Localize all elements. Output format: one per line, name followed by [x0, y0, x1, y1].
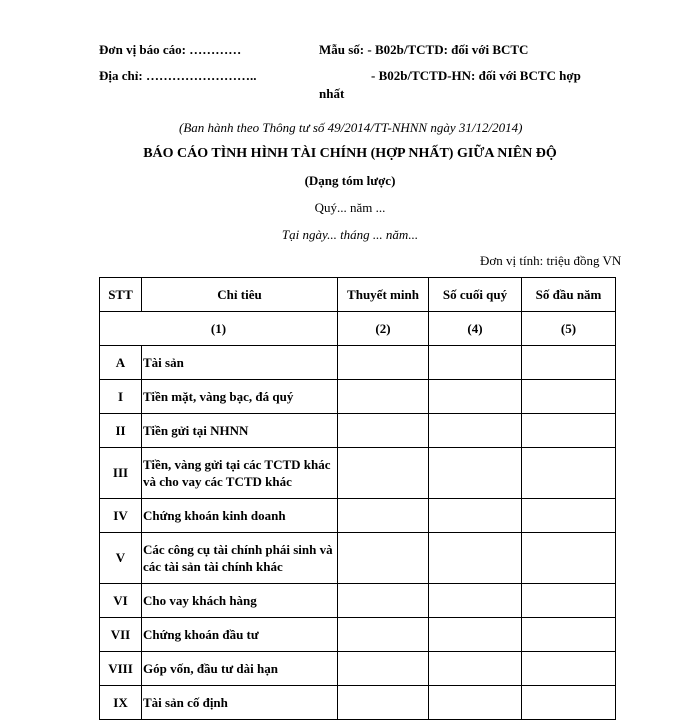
- notes-cell: [338, 346, 429, 380]
- notes-cell: [338, 448, 429, 499]
- col-number-4: (4): [429, 312, 522, 346]
- end-quarter-cell: [429, 618, 522, 652]
- header-notes: Thuyết minh: [338, 278, 429, 312]
- row-indicator: Chứng khoán đầu tư: [142, 618, 338, 652]
- notes-cell: [338, 414, 429, 448]
- table-row: [100, 414, 616, 448]
- notes-cell: [338, 533, 429, 584]
- end-quarter-cell: [429, 584, 522, 618]
- row-indicator: Chứng khoán kinh doanh: [142, 499, 338, 533]
- end-quarter-cell: [429, 686, 522, 720]
- start-year-cell: [522, 652, 616, 686]
- address-label: Địa chỉ: ……………………..: [99, 68, 257, 83]
- reporting-unit-label: Đơn vị báo cáo: …………: [99, 42, 242, 57]
- report-subtitle: (Dạng tóm lược): [304, 173, 396, 188]
- date-line: Tại ngày... tháng ... năm...: [281, 227, 419, 242]
- quarter-line: Quý... năm ...: [314, 200, 386, 215]
- start-year-cell: [522, 380, 616, 414]
- form-number-line2: - B02b/TCTD-HN: đối với BCTC hợp: [371, 68, 581, 83]
- table-row: [100, 499, 616, 533]
- row-stt: I: [100, 380, 142, 414]
- start-year-cell: [522, 499, 616, 533]
- row-stt: VI: [100, 584, 142, 618]
- table-row: [100, 618, 616, 652]
- table-row: [100, 584, 616, 618]
- start-year-cell: [522, 618, 616, 652]
- header-end-of-quarter: Số cuối quý: [429, 278, 522, 312]
- form-number-line1: Mẫu số: - B02b/TCTD: đối với BCTC: [319, 42, 529, 57]
- row-stt: V: [100, 533, 142, 584]
- start-year-cell: [522, 533, 616, 584]
- row-stt: A: [100, 346, 142, 380]
- row-stt: II: [100, 414, 142, 448]
- row-indicator: Các công cụ tài chính phái sinh và các tài sản tài chính khác: [142, 533, 338, 584]
- table-row: [100, 380, 616, 414]
- start-year-cell: [522, 346, 616, 380]
- report-title: BÁO CÁO TÌNH HÌNH TÀI CHÍNH (HỢP NHẤT) GIỮA NIÊN ĐỘ: [143, 146, 557, 161]
- financial-position-table: [99, 277, 616, 720]
- row-indicator: Cho vay khách hàng: [142, 584, 338, 618]
- row-indicator: Tiền mặt, vàng bạc, đá quý: [142, 380, 338, 414]
- row-stt: IV: [100, 499, 142, 533]
- row-indicator: Góp vốn, đầu tư dài hạn: [142, 652, 338, 686]
- row-indicator: Tiền, vàng gửi tại các TCTD khác và cho vay các TCTD khác: [142, 448, 338, 499]
- header-indicator: Chỉ tiêu: [142, 278, 338, 312]
- col-number-2: (2): [338, 312, 429, 346]
- header-start-of-year: Số đầu năm: [522, 278, 616, 312]
- start-year-cell: [522, 414, 616, 448]
- header-stt: STT: [100, 278, 142, 312]
- start-year-cell: [522, 686, 616, 720]
- notes-cell: [338, 584, 429, 618]
- end-quarter-cell: [429, 346, 522, 380]
- col-number-1: (1): [100, 312, 338, 346]
- currency-unit: Đơn vị tính: triệu đồng VN: [480, 253, 622, 268]
- form-number-line3: nhất: [319, 86, 345, 101]
- column-number-row: [100, 312, 616, 346]
- notes-cell: [338, 380, 429, 414]
- table-row: [100, 686, 616, 720]
- notes-cell: [338, 499, 429, 533]
- row-stt: III: [100, 448, 142, 499]
- end-quarter-cell: [429, 414, 522, 448]
- row-stt: IX: [100, 686, 142, 720]
- notes-cell: [338, 652, 429, 686]
- row-indicator: Tiền gửi tại NHNN: [142, 414, 338, 448]
- table-row: [100, 652, 616, 686]
- end-quarter-cell: [429, 448, 522, 499]
- notes-cell: [338, 618, 429, 652]
- end-quarter-cell: [429, 652, 522, 686]
- col-number-5: (5): [522, 312, 616, 346]
- header-row: [100, 278, 616, 312]
- table-row: [100, 448, 616, 499]
- start-year-cell: [522, 448, 616, 499]
- end-quarter-cell: [429, 499, 522, 533]
- row-indicator: Tài sản: [142, 346, 338, 380]
- table-row: [100, 533, 616, 584]
- row-indicator: Tài sản cố định: [142, 686, 338, 720]
- issuing-regulation: (Ban hành theo Thông tư số 49/2014/TT-NHNN ngày 31/12/2014): [179, 120, 523, 135]
- table-row: [100, 346, 616, 380]
- end-quarter-cell: [429, 533, 522, 584]
- start-year-cell: [522, 584, 616, 618]
- row-stt: VIII: [100, 652, 142, 686]
- row-stt: VII: [100, 618, 142, 652]
- end-quarter-cell: [429, 380, 522, 414]
- notes-cell: [338, 686, 429, 720]
